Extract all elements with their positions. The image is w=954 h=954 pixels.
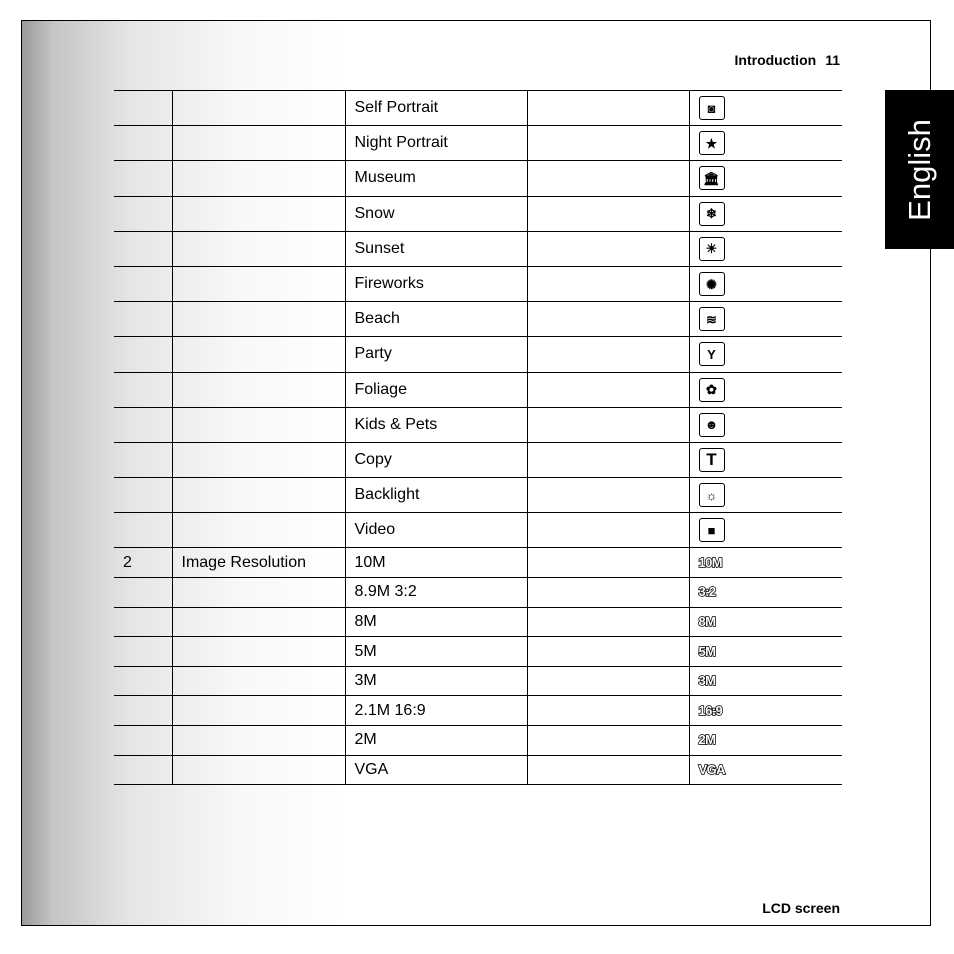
item-cell: Museum <box>345 161 527 196</box>
resolution-badge-icon: VGA <box>698 761 725 777</box>
number-cell <box>114 513 172 548</box>
blank-cell <box>527 231 689 266</box>
number-cell <box>114 196 172 231</box>
table-row <box>114 302 842 337</box>
number-cell: 2 <box>114 548 172 578</box>
item-cell: 10M <box>345 548 527 578</box>
language-tab <box>885 90 954 249</box>
table-row <box>114 196 842 231</box>
blank-cell <box>527 266 689 301</box>
icon-cell <box>689 513 842 548</box>
resolution-badge-icon: 8M <box>698 613 716 629</box>
item-cell: Kids & Pets <box>345 407 527 442</box>
beach-icon: ≋ <box>699 307 725 331</box>
table-row <box>114 126 842 161</box>
table-row <box>114 372 842 407</box>
resolution-badge-icon: 3:2 <box>698 584 716 600</box>
blank-cell <box>527 302 689 337</box>
table-row <box>114 478 842 513</box>
sunset-icon: ☀ <box>699 237 725 261</box>
icon-cell <box>689 666 842 696</box>
table-row <box>114 91 842 126</box>
item-cell: Copy <box>345 442 527 477</box>
function-cell <box>172 442 345 477</box>
function-cell <box>172 337 345 372</box>
resolution-badge-icon: 5M <box>698 643 716 659</box>
item-cell: Snow <box>345 196 527 231</box>
function-cell <box>172 637 345 667</box>
icon-cell <box>689 372 842 407</box>
blank-cell <box>527 696 689 726</box>
museum-icon: 🏛 <box>699 166 725 190</box>
table-row <box>114 442 842 477</box>
icon-cell <box>689 755 842 785</box>
settings-table <box>114 90 842 785</box>
icon-cell <box>689 478 842 513</box>
blank-cell <box>527 607 689 637</box>
item-cell: Night Portrait <box>345 126 527 161</box>
number-cell <box>114 666 172 696</box>
item-cell: 8.9M 3:2 <box>345 578 527 608</box>
icon-cell <box>689 637 842 667</box>
table-row <box>114 513 842 548</box>
icon-cell <box>689 302 842 337</box>
fireworks-icon: ✺ <box>699 272 725 296</box>
item-cell: Beach <box>345 302 527 337</box>
item-cell: VGA <box>345 755 527 785</box>
icon-cell <box>689 161 842 196</box>
icon-cell <box>689 607 842 637</box>
item-cell: 3M <box>345 666 527 696</box>
number-cell <box>114 231 172 266</box>
function-cell <box>172 196 345 231</box>
number-cell <box>114 337 172 372</box>
function-cell <box>172 478 345 513</box>
number-cell <box>114 478 172 513</box>
icon-cell <box>689 578 842 608</box>
blank-cell <box>527 513 689 548</box>
table-row <box>114 407 842 442</box>
icon-cell <box>689 726 842 756</box>
table-row <box>114 666 842 696</box>
table-row <box>114 637 842 667</box>
copy-icon: T <box>699 448 725 472</box>
backlight-icon: ☼ <box>699 483 725 507</box>
blank-cell <box>527 726 689 756</box>
function-cell <box>172 666 345 696</box>
table-row <box>114 266 842 301</box>
item-cell: Foliage <box>345 372 527 407</box>
function-cell <box>172 231 345 266</box>
table-row <box>114 607 842 637</box>
function-cell <box>172 578 345 608</box>
blank-cell <box>527 161 689 196</box>
number-cell <box>114 726 172 756</box>
item-cell: Party <box>345 337 527 372</box>
icon-cell <box>689 407 842 442</box>
item-cell: 8M <box>345 607 527 637</box>
party-icon: Y <box>699 342 725 366</box>
night-portrait-icon: ★ <box>699 131 725 155</box>
number-cell <box>114 161 172 196</box>
table-row <box>114 161 842 196</box>
table-row <box>114 696 842 726</box>
function-cell <box>172 513 345 548</box>
page-number: 11 <box>825 52 840 68</box>
page-footer: LCD screen <box>762 900 840 916</box>
number-cell <box>114 302 172 337</box>
blank-cell <box>527 478 689 513</box>
item-cell: 2.1M 16:9 <box>345 696 527 726</box>
table-row <box>114 231 842 266</box>
blank-cell <box>527 337 689 372</box>
section-title: Introduction <box>734 52 817 68</box>
number-cell <box>114 637 172 667</box>
icon-cell <box>689 442 842 477</box>
foliage-icon: ✿ <box>699 378 725 402</box>
blank-cell <box>527 578 689 608</box>
icon-cell <box>689 266 842 301</box>
blank-cell <box>527 755 689 785</box>
number-cell <box>114 266 172 301</box>
number-cell <box>114 578 172 608</box>
item-cell: Video <box>345 513 527 548</box>
number-cell <box>114 126 172 161</box>
number-cell <box>114 442 172 477</box>
blank-cell <box>527 666 689 696</box>
language-label: English <box>901 118 937 221</box>
blank-cell <box>527 637 689 667</box>
item-cell: 2M <box>345 726 527 756</box>
item-cell: Backlight <box>345 478 527 513</box>
icon-cell <box>689 196 842 231</box>
table-row <box>114 578 842 608</box>
function-cell <box>172 607 345 637</box>
function-cell <box>172 726 345 756</box>
resolution-badge-icon: 3M <box>698 673 716 689</box>
function-cell <box>172 126 345 161</box>
function-cell <box>172 407 345 442</box>
page-header <box>735 52 840 68</box>
snow-icon: ❄ <box>699 202 725 226</box>
function-cell <box>172 372 345 407</box>
number-cell <box>114 91 172 126</box>
number-cell <box>114 755 172 785</box>
blank-cell <box>527 548 689 578</box>
item-cell: Sunset <box>345 231 527 266</box>
blank-cell <box>527 126 689 161</box>
function-cell <box>172 266 345 301</box>
icon-cell <box>689 696 842 726</box>
icon-cell <box>689 548 842 578</box>
icon-cell <box>689 126 842 161</box>
blank-cell <box>527 372 689 407</box>
number-cell <box>114 696 172 726</box>
function-cell <box>172 302 345 337</box>
function-cell <box>172 91 345 126</box>
table-row <box>114 755 842 785</box>
function-cell <box>172 161 345 196</box>
item-cell: 5M <box>345 637 527 667</box>
function-cell <box>172 755 345 785</box>
table-row <box>114 548 842 578</box>
table-row <box>114 337 842 372</box>
kids-pets-icon: ☻ <box>699 413 725 437</box>
function-cell: Image Resolution <box>172 548 345 578</box>
number-cell <box>114 372 172 407</box>
table-row <box>114 726 842 756</box>
resolution-badge-icon: 2M <box>698 732 716 748</box>
icon-cell <box>689 91 842 126</box>
number-cell <box>114 407 172 442</box>
item-cell: Self Portrait <box>345 91 527 126</box>
blank-cell <box>527 91 689 126</box>
video-icon: ■ <box>699 518 725 542</box>
blank-cell <box>527 442 689 477</box>
blank-cell <box>527 196 689 231</box>
blank-cell <box>527 407 689 442</box>
resolution-badge-icon: 16:9 <box>698 702 723 718</box>
function-cell <box>172 696 345 726</box>
resolution-badge-icon: 10M <box>698 554 722 570</box>
number-cell <box>114 607 172 637</box>
icon-cell <box>689 231 842 266</box>
item-cell: Fireworks <box>345 266 527 301</box>
icon-cell <box>689 337 842 372</box>
self-portrait-icon: ◙ <box>699 96 725 120</box>
